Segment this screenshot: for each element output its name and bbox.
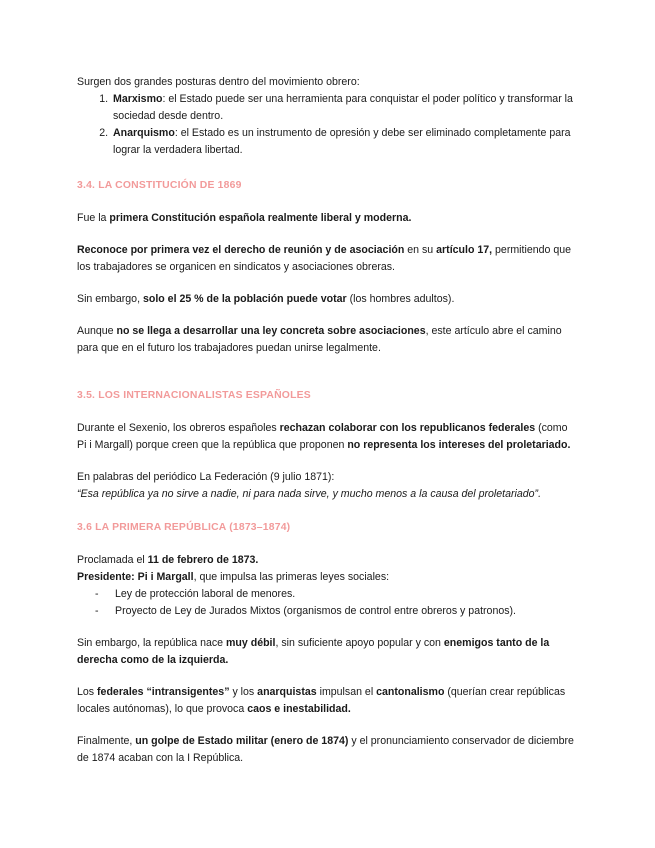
section-heading-3-6: 3.6 LA PRIMERA REPÚBLICA (1873–1874) [77,522,291,533]
section-heading-3-4: 3.4. LA CONSTITUCIÓN DE 1869 [77,180,242,191]
paragraph: En palabras del periódico La Federación (9 julio 1871): “Esa república ya no sirve a nadie, ni para nada sirve, y mucho menos a la causa del proletariado”. [77,471,542,500]
postures-list [77,91,577,159]
section-heading-3-5: 3.5. LOS INTERNACIONALISTAS ESPAÑOLES [77,390,311,401]
social-laws-list [77,586,577,620]
list-item: 1. Marxismo: el Estado puede ser una herramienta para conquistar el poder político y transformar la sociedad desde dentro. [111,91,577,125]
term: Anarquismo [113,127,175,139]
intro-lead: Surgen dos grandes posturas dentro del movimiento obrero: [77,76,360,88]
list-item: - Ley de protección laboral de menores. [95,586,577,603]
paragraph: Sin embargo, la república nace muy débil, sin suficiente apoyo popular y con enemigos tanto de la derecha como de la izquierda. [77,637,550,666]
list-item: 2. Anarquismo: el Estado es un instrumento de opresión y debe ser eliminado completamente para lograr la verdadera libertad. [111,125,577,159]
document-page [77,74,577,767]
quote: “Esa república ya no sirve a nadie, ni para nada sirve, y mucho menos a la causa del proletariado”. [77,488,542,500]
paragraph: Los federales “intransigentes” y los anarquistas impulsan el cantonalismo (querían crear repúblicas locales autónomas), lo que provoca caos e inestabilidad. [77,686,566,715]
list-item: - Proyecto de Ley de Jurados Mixtos (organismos de control entre obreros y patronos). [95,603,577,620]
paragraph: Reconoce por primera vez el derecho de reunión y de asociación en su artículo 17, permitiendo que los trabajadores se organicen en sindicatos y asociaciones obreras. [77,244,572,273]
paragraph: Fue la primera Constitución española realmente liberal y moderna. [77,212,412,224]
paragraph: Proclamada el 11 de febrero de 1873. Presidente: Pi i Margall, que impulsa las primeras leyes sociales: [77,554,390,583]
paragraph: Sin embargo, solo el 25 % de la población puede votar (los hombres adultos). [77,293,455,305]
paragraph: Aunque no se llega a desarrollar una ley concreta sobre asociaciones, este artículo abre el camino para que en el futuro los trabajadores puedan unirse legalmente. [77,325,562,354]
paragraph: Finalmente, un golpe de Estado militar (enero de 1874) y el pronunciamiento conservador de diciembre de 1874 acaban con la I República. [77,735,574,764]
term: Marxismo [113,93,163,105]
paragraph: Durante el Sexenio, los obreros españoles rechazan colaborar con los republicanos federales (como Pi i Margall) porque creen que la república que proponen no representa los intereses del proletariado. [77,422,571,451]
